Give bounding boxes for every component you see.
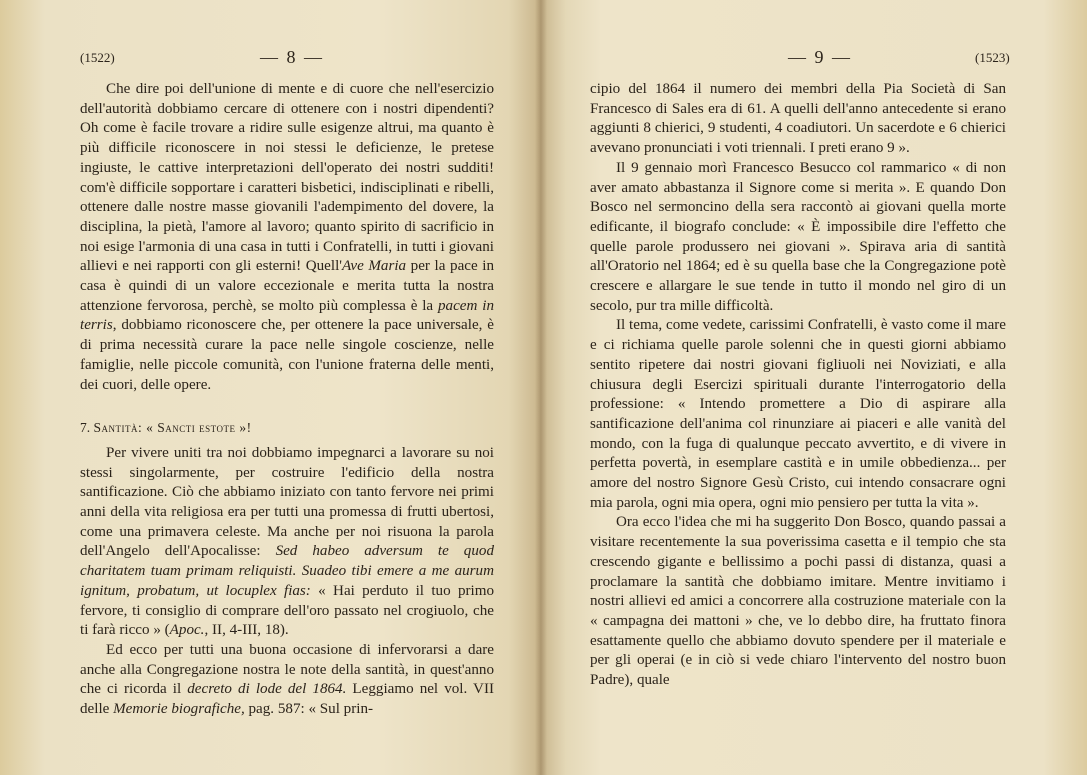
text-run: Per vivere uniti tra noi dobbiamo impegnarci a lavorare su noi stessi singolarmente, per costruire l'edificio della nostra santificazione. Ciò che abbiamo iniziato con tanto fervore nei primi anni della vita religiosa era per tutti una promessa di frutti ubertosi, come una primavera celeste. Ma anche per noi risuona la parola dell'Angelo dell'Apocalisse:	[80, 444, 494, 560]
text-run: pag. 587: « Sul prin-	[244, 701, 374, 718]
left-paragraph-3	[80, 641, 494, 720]
text-run: Che dire poi dell'unione di mente e di cuore che nell'esercizio dell'autorità dobbiamo cercare di ottenere con i nostri dipendenti? Oh come è facile trovare a ridire sulle esigenze altrui, ma quanto è più difficile riconoscere in noi stessi le deficienze, le pretese ingiuste, le cattive interpretazioni dell'operato dei nostri sudditi! com'è difficile sopportare i caratteri bisbetici, indisciplinati e ribelli, ottenere dalle nostre masse giovanili l'adempimento del dovere, la disciplina, la pietà, l'amore al lavoro; quanto spirito di sacrificio in noi esige l'armonia di una casa in tutti i Confratelli, in tutti i giovani allievi e nei rapporti con gli esterni! Quell'	[80, 81, 494, 275]
right-page-number: — 9 —	[788, 47, 852, 67]
italic-run: pacem in terris	[80, 297, 494, 334]
right-paragraph-4: Ora ecco l'idea che mi ha suggerito Don Bosco, quando passai a visitare recentemente la sua poverissima casetta e il tempio che sta crescendo gigante e bellissimo a pochi passi di distanza, quasi a proclamare la santità che dobbiamo imitare. Mentre invitiamo i nostri allievi ed amici a concorrere alla costruzione materiale con la « campagna dei mattoni » che, ve lo debbo dire, ha fruttato finora esattamente quello che abbiamo dovuto spendere per il materiale e per gli operai (e in ciò si vede chiaro l'intervento del nostro buon Padre), quale	[590, 514, 1006, 689]
italic-run: Apoc.	[169, 622, 205, 639]
left-paragraph-1	[80, 80, 494, 395]
left-page-code: (1522)	[80, 50, 115, 65]
section-heading	[80, 418, 494, 438]
right-page	[541, 0, 1087, 775]
italic-run: Memorie biografiche,	[113, 701, 245, 718]
italic-run: Sed habeo adversum te quod charitatem tuam primam reliquisti. Suadeo tibi emere a me aurum ignitum, probatum, ut locuplex fias:	[80, 543, 494, 599]
right-paragraph-1: cipio del 1864 il numero dei membri della Pia Società di San Francesco di Sales era di 61. A quelli dell'anno antecedente si erano aggiunti 8 chierici, 9 studenti, 4 coadiutori. Un sacerdote e 6 chierici avevano pronunciati i voti triennali. I preti erano 9 ».	[590, 81, 1006, 157]
left-page-number: — 8 —	[260, 47, 324, 67]
right-text-column	[590, 80, 1006, 691]
left-page	[0, 0, 541, 775]
right-paragraph-2: Il 9 gennaio morì Francesco Besucco col rammarico « di non aver amato abbastanza il Signore come si merita ». E quando Don Bosco nel sermoncino della sera raccontò ai giovani quella morte edificante, il biografo conclude: « È impossibile dire l'effetto che quelle parole produssero nei giovani ». Spirava aria di santità all'Oratorio nel 1864; ed è su quella base che la Congregazione potè crescere e allargare le sue tende in tutto il mondo nel giro di un secolo, pur tra mille difficoltà.	[590, 159, 1006, 314]
section-number: 7.	[80, 420, 94, 436]
italic-run: Ave Maria	[341, 258, 407, 275]
text-run: Ed ecco per tutti una buona occasione di infervorarsi a dare anche alla Congregazione nostra le note della santità, in quest'anno che ci ricorda il	[80, 641, 494, 698]
text-run: per la pace in casa è quindi di un valore eccezionale e merita tutta la nostra attenzione fervorosa, perchè, se molto più complessa è la	[80, 258, 494, 314]
left-text-column	[80, 80, 494, 720]
italic-run: decreto di lode del 1864.	[187, 681, 347, 698]
text-run: , dobbiamo riconoscere che, per ottenere la pace universale, è di prima necessità curare la pace nelle singole coscienze, nelle famiglie, nelle piccole comunità, con l'unione fraterna delle menti, dei cuori, delle opere.	[80, 317, 494, 393]
text-run: « Hai perduto il tuo primo fervore, ti consiglio di comprare dell'oro passato nel crogiuolo, che ti farà ricco » (	[80, 582, 494, 639]
text-run: Leggiamo nel vol. VII delle	[80, 681, 495, 718]
text-run: , II, 4-III, 18).	[204, 622, 289, 639]
book-gutter	[535, 0, 547, 775]
section-title: Santità: « Sancti estote »!	[93, 420, 252, 436]
right-page-code: (1523)	[975, 50, 1010, 65]
left-paragraph-2	[80, 444, 494, 641]
right-paragraph-3: Il tema, come vedete, carissimi Confratelli, è vasto come il mare e ci richiama quelle parole solenni che in questi giorni abbiamo sentito ripetere dai nostri giovani figliuoli nei Noviziati, e alla chiusura degli Esercizi spirituali durante l'interrogatorio della professione: « Intendo promettere a Dio di aspirare alla santificazione dell'anima col rinunziare ai piaceri e alle vanità del mondo, con la fuga di qualunque peccato avvertito, e di vivere in perfetta povertà, in esemplare castità e in umile obbedienza... per amore del nostro Signore Gesù Cristo, cui intendo consacrare ogni mia parola, ogni mia opera, ogni mio pensiero per tutta la vita ».	[590, 317, 1006, 511]
